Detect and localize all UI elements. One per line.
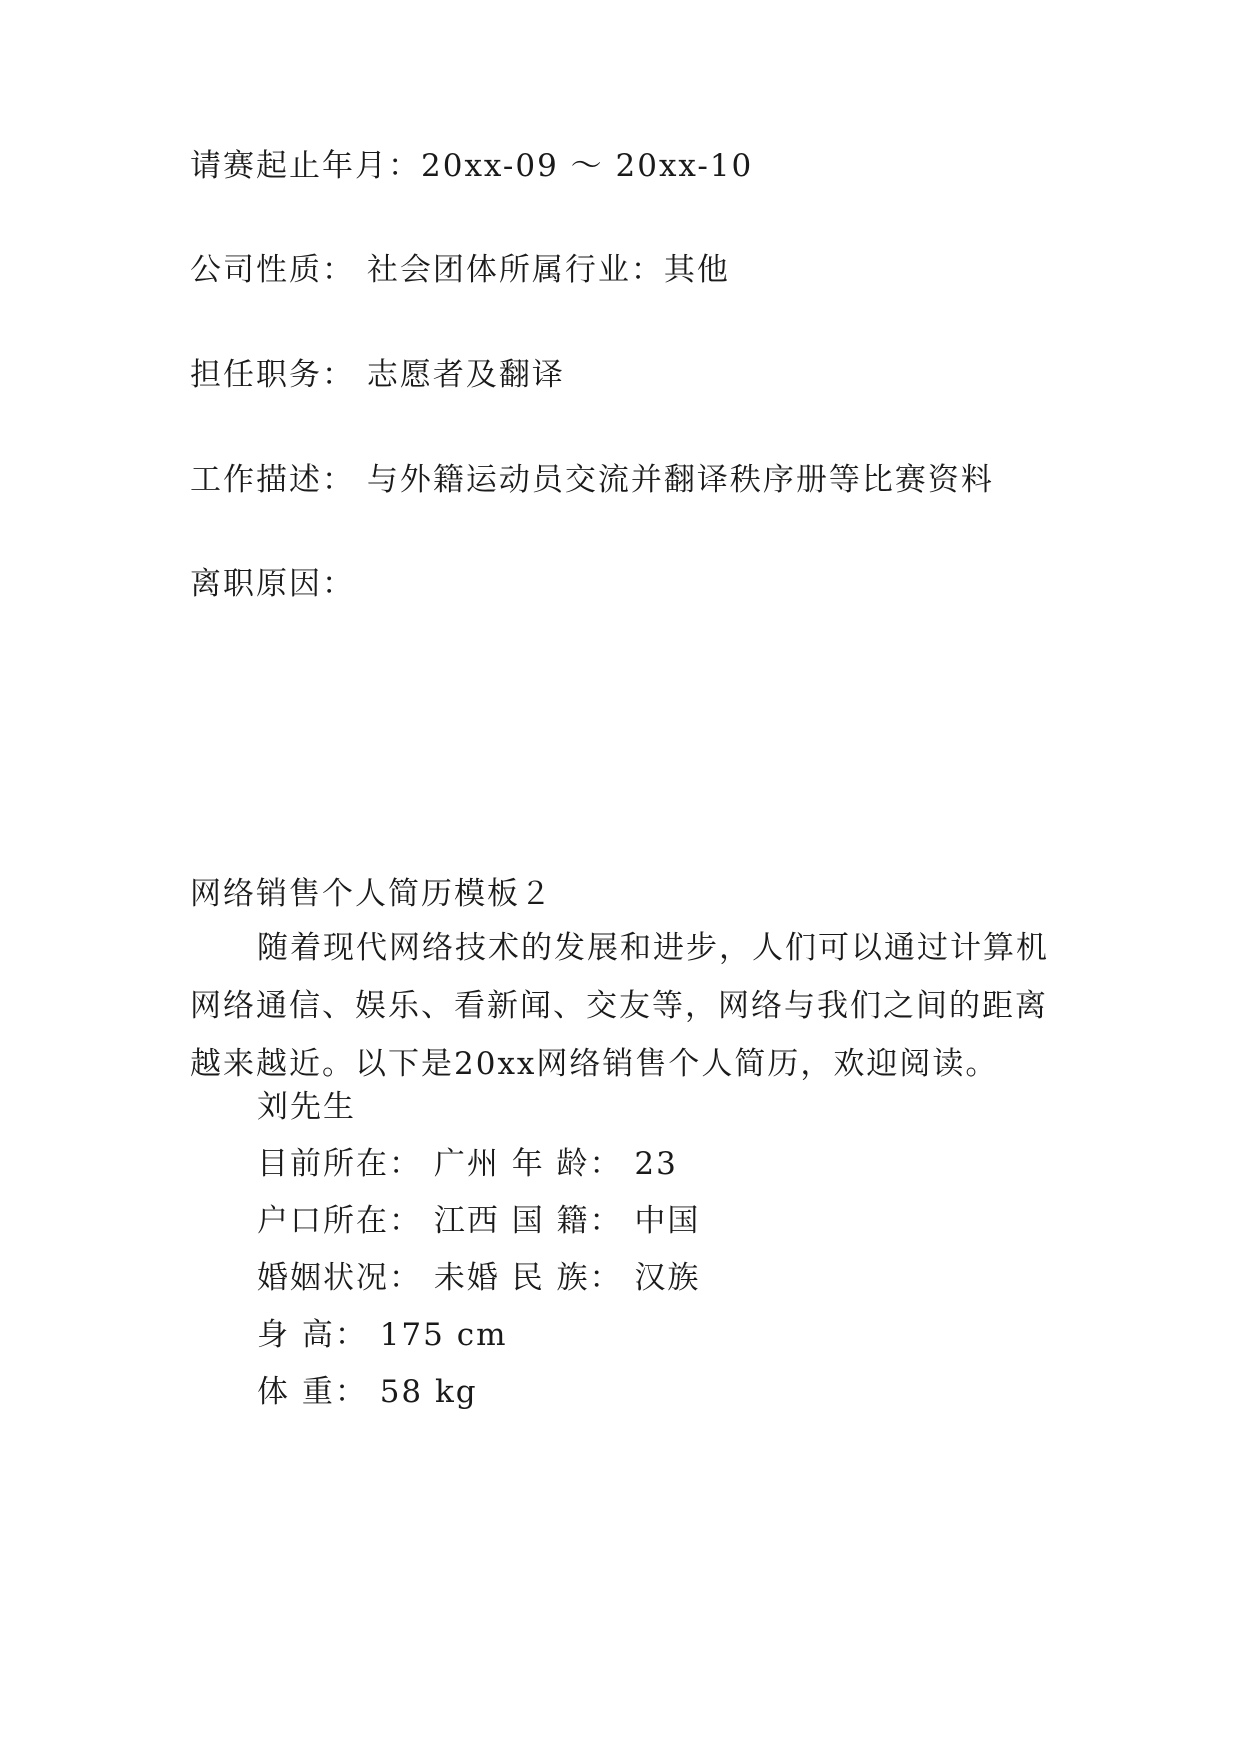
height: 身 高： 175 cm	[257, 1317, 508, 1353]
weight: 体 重： 58 kg	[257, 1374, 478, 1410]
work-period: 请赛起止年月：20xx-09 ～ 20xx-10	[190, 148, 754, 184]
job-description: 工作描述： 与外籍运动员交流并翻译秩序册等比赛资料	[190, 462, 994, 498]
marital-ethnicity: 婚姻状况： 未婚 民 族： 汉族	[257, 1260, 701, 1296]
leave-reason: 离职原因：	[190, 566, 355, 602]
company-type: 公司性质： 社会团体所属行业：其他	[190, 252, 730, 288]
location-age: 目前所在： 广州 年 龄： 23	[257, 1146, 678, 1182]
person-name: 刘先生	[257, 1089, 356, 1125]
section-title: 网络销售个人简历模板２	[190, 876, 553, 912]
intro-paragraph: 随着现代网络技术的发展和进步，人们可以通过计算机网络通信、娱乐、看新闻、交友等，网络与我们之间的距离越来越近。以下是20xx网络销售个人简历，欢迎阅读。	[190, 930, 1049, 1082]
position: 担任职务： 志愿者及翻译	[190, 357, 565, 393]
hukou-nationality: 户口所在： 江西 国 籍： 中国	[257, 1203, 701, 1239]
